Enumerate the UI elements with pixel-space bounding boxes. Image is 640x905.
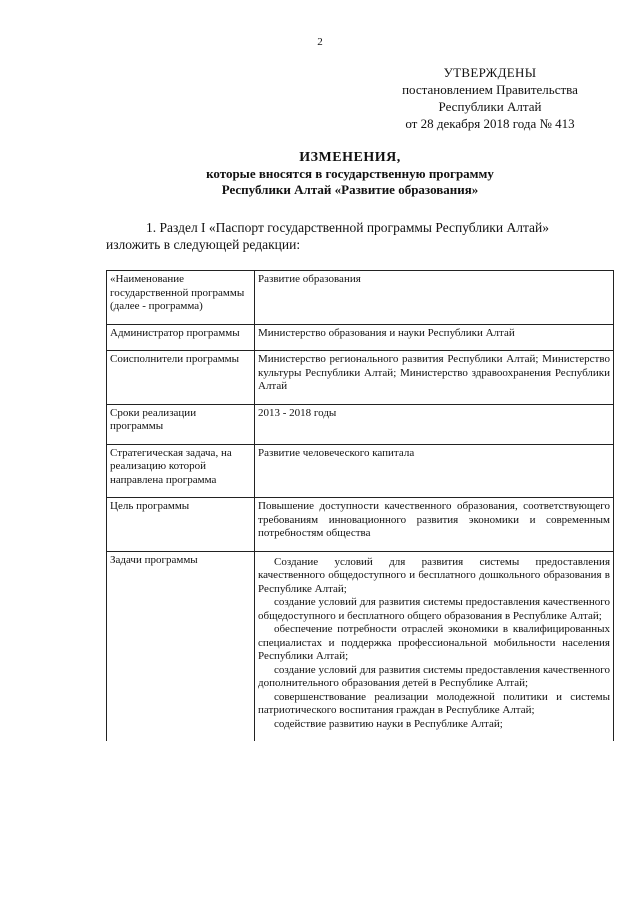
row-value: 2013 - 2018 годы — [255, 404, 614, 444]
approval-stamp — [370, 64, 610, 132]
page-number: 2 — [317, 36, 323, 48]
title-sub-2: Республики Алтай «Развитие образования» — [221, 182, 479, 197]
row-label: Стратегическая задача, на реализацию которой направлена программа — [107, 444, 255, 498]
title-main: ИЗМЕНЕНИЯ, — [299, 150, 401, 165]
row-label: Цель программы — [107, 498, 255, 552]
row-value: Повышение доступности качественного образования, соответствующего требованиям инновационного развития экономики и современным потребностям общества — [255, 498, 614, 552]
row-value: Министерство регионального развития Республики Алтай; Министерство культуры Республики Алтай; Министерство здравоохранения Республики Алтай — [255, 351, 614, 405]
title-sub-1: которые вносятся в государственную программу — [206, 166, 494, 181]
table-row — [107, 498, 614, 552]
passport-table — [106, 270, 614, 741]
task-item: создание условий для развития системы предоставления качественного дополнительного образования детей в Республике Алтай; — [258, 663, 610, 689]
tasks-list — [255, 551, 614, 741]
table-row — [107, 351, 614, 405]
intro-text — [106, 219, 608, 253]
table-row — [107, 444, 614, 498]
table-row — [107, 404, 614, 444]
row-label: Сроки реализации программы — [107, 404, 255, 444]
tasks-label: Задачи программы — [107, 551, 255, 741]
approval-head: УТВЕРЖДЕНЫ — [443, 65, 537, 80]
table-row — [107, 551, 614, 741]
task-item: обеспечение потребности отраслей экономики в квалифицированных специалистах и поддержка профессиональной мобильности населения Республики Алтай; — [258, 623, 610, 662]
approval-line-2: Республики Алтай — [438, 99, 542, 114]
approval-line-1: постановлением Правительства — [402, 82, 578, 97]
row-label: Соисполнители программы — [107, 351, 255, 405]
table-row — [107, 271, 614, 325]
intro-line-2: изложить в следующей редакции: — [106, 237, 301, 252]
table-row — [107, 324, 614, 351]
intro-paragraph: 1. Раздел I «Паспорт государственной программы Республики Алтай» — [146, 220, 549, 235]
row-value: Министерство образования и науки Республики Алтай — [255, 324, 614, 351]
task-item: содействие развитию науки в Республике Алтай; — [274, 717, 503, 730]
row-label: Администратор программы — [107, 324, 255, 351]
task-item: Создание условий для развития системы предоставления качественного общедоступного и бесплатного дошкольного образования в Республике Алтай; — [258, 555, 610, 595]
task-item: совершенствование реализации молодежной политики и системы патриотического воспитания граждан в Республике Алтай; — [258, 690, 610, 716]
row-value: Развитие образования — [255, 271, 614, 325]
task-item: создание условий для развития системы предоставления качественного общедоступного и бесплатного общего образования в Республике Алтай; — [258, 596, 610, 622]
row-label: «Наименование государственной программы (далее - программа) — [107, 271, 255, 325]
row-value: Развитие человеческого капитала — [255, 444, 614, 498]
document-title — [120, 150, 580, 198]
approval-line-3: от 28 декабря 2018 года № 413 — [405, 116, 575, 131]
